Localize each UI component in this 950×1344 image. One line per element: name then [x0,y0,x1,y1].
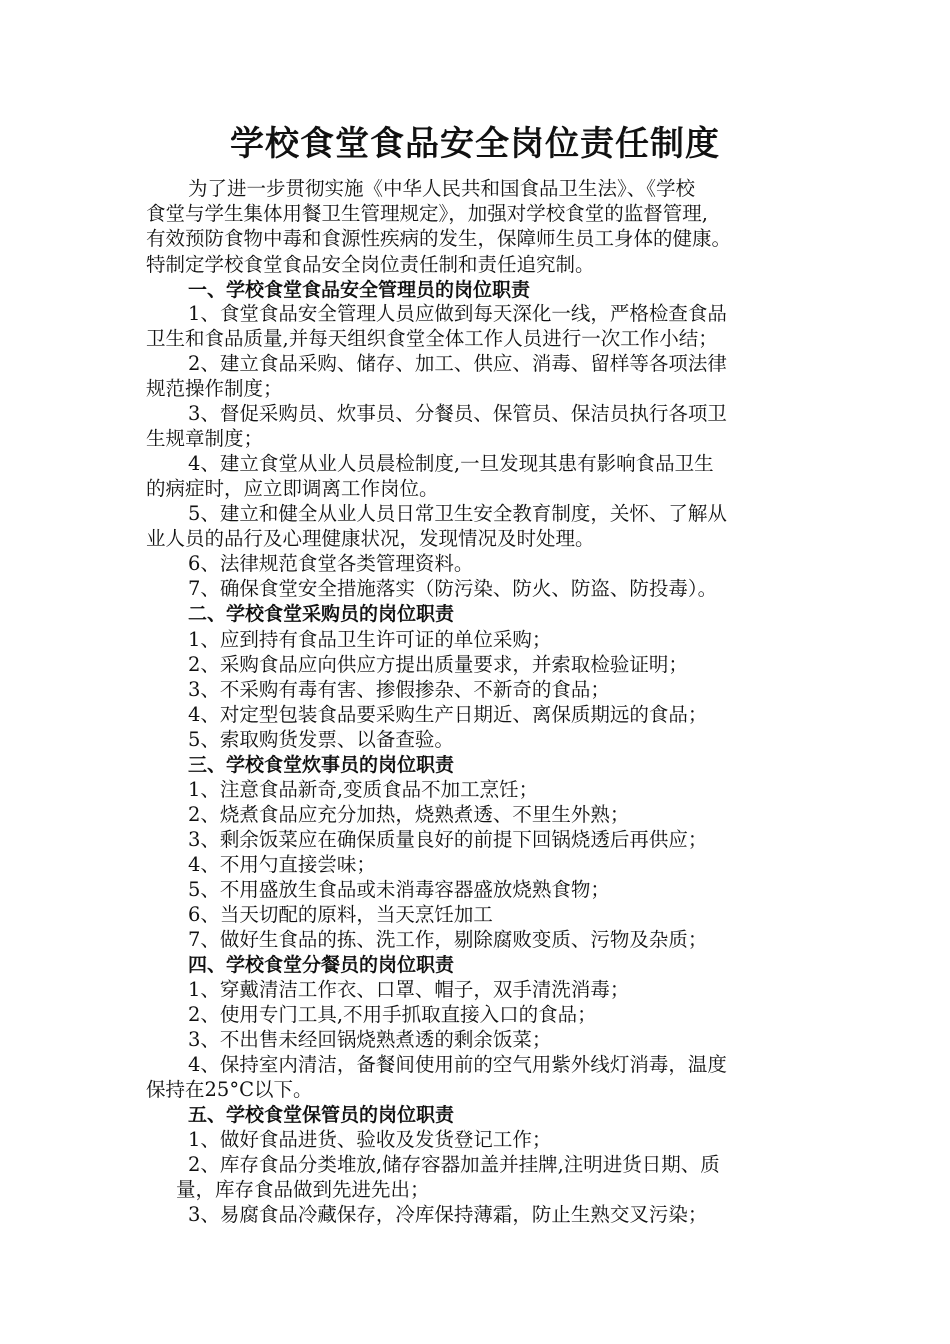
section-heading: 三、学校食堂炊事员的岗位职责 [188,754,455,776]
text-line: 业人员的品行及心理健康状况，发现情况及时处理。 [146,527,595,550]
text-line: 7、确保食堂安全措施落实（防污染、防火、防盗、防投毒）。 [188,577,718,600]
text-line: 5、建立和健全从业人员日常卫生安全教育制度，关怀、了解从 [188,502,727,525]
text-line: 量，库存食品做到先进先出； [176,1178,430,1201]
text-line: 1、食堂食品安全管理人员应做到每天深化一线，严格检查食品 [188,302,727,325]
text-line: 1、穿戴清洁工作衣、口罩、帽子，双手清洗消毒； [188,978,630,1001]
text-line: 2、使用专门工具,不用手抓取直接入口的食品； [188,1003,597,1026]
text-line: 1、应到持有食品卫生许可证的单位采购； [188,628,552,651]
text-line: 5、索取购货发票、以备查验。 [188,728,454,751]
section-heading: 二、学校食堂采购员的岗位职责 [188,603,455,625]
text-line: 卫生和食品质量,并每天组织食堂全体工作人员进行一次工作小结； [146,327,718,350]
text-line: 有效预防食物中毒和食源性疾病的发生，保障师生员工身体的健康。 [146,227,732,250]
text-line: 3、不出售未经回锅烧熟煮透的剩余饭菜； [188,1028,552,1051]
text-line: 4、对定型包装食品要采购生产日期近、离保质期远的食品； [188,703,708,726]
text-line: 6、法律规范食堂各类管理资料。 [188,552,474,575]
text-line: 3、易腐食品冷藏保存，冷库保持薄霜，防止生熟交叉污染； [188,1203,708,1226]
text-line: 1、做好食品进货、验收及发货登记工作； [188,1128,552,1151]
section-heading: 四、学校食堂分餐员的岗位职责 [188,954,455,976]
text-line: 特制定学校食堂食品安全岗位责任制和责任追究制。 [146,253,595,276]
text-line: 规范操作制度； [146,377,283,400]
text-line: 为了进一步贯彻实施《中华人民共和国食品卫生法》、《学校 [188,177,696,200]
text-line: 食堂与学生集体用餐卫生管理规定》，加强对学校食堂的监督管理, [146,202,708,225]
text-line: 2、库存食品分类堆放,储存容器加盖并挂牌,注明进货日期、质 [188,1153,720,1176]
text-line: 2、采购食品应向供应方提出质量要求，并索取检验证明； [188,653,688,676]
text-line: 2、烧煮食品应充分加热，烧熟煮透、不里生外熟； [188,803,630,826]
text-line: 3、剩余饭菜应在确保质量良好的前提下回锅烧透后再供应； [188,828,708,851]
document-title: 学校食堂食品安全岗位责任制度 [230,124,720,164]
text-line: 4、建立食堂从业人员晨检制度,一旦发现其患有影响食品卫生 [188,452,714,475]
text-line: 4、不用勺直接尝味； [188,853,376,876]
text-line: 7、做好生食品的拣、洗工作，剔除腐败变质、污物及杂质； [188,928,708,951]
text-line: 4、保持室内清洁，备餐间使用前的空气用紫外线灯消毒，温度 [188,1053,727,1076]
text-line: 6、当天切配的原料，当天烹饪加工 [188,903,493,926]
text-line: 2、建立食品采购、储存、加工、供应、消毒、留样等各项法律 [188,352,727,375]
text-line: 5、不用盛放生食品或未消毒容器盛放烧熟食物； [188,878,610,901]
section-heading: 一、学校食堂食品安全管理员的岗位职责 [188,279,531,301]
text-line: 保持在25°C以下。 [146,1078,313,1101]
text-line: 3、督促采购员、炊事员、分餐员、保管员、保洁员执行各项卫 [188,402,727,425]
section-heading: 五、学校食堂保管员的岗位职责 [188,1104,455,1126]
text-line: 的病症时，应立即调离工作岗位。 [146,477,439,500]
text-line: 生规章制度； [146,427,264,450]
text-line: 1、注意食品新奇,变质食品不加工烹饪； [188,778,539,801]
text-line: 3、不采购有毒有害、掺假掺杂、不新奇的食品； [188,678,610,701]
